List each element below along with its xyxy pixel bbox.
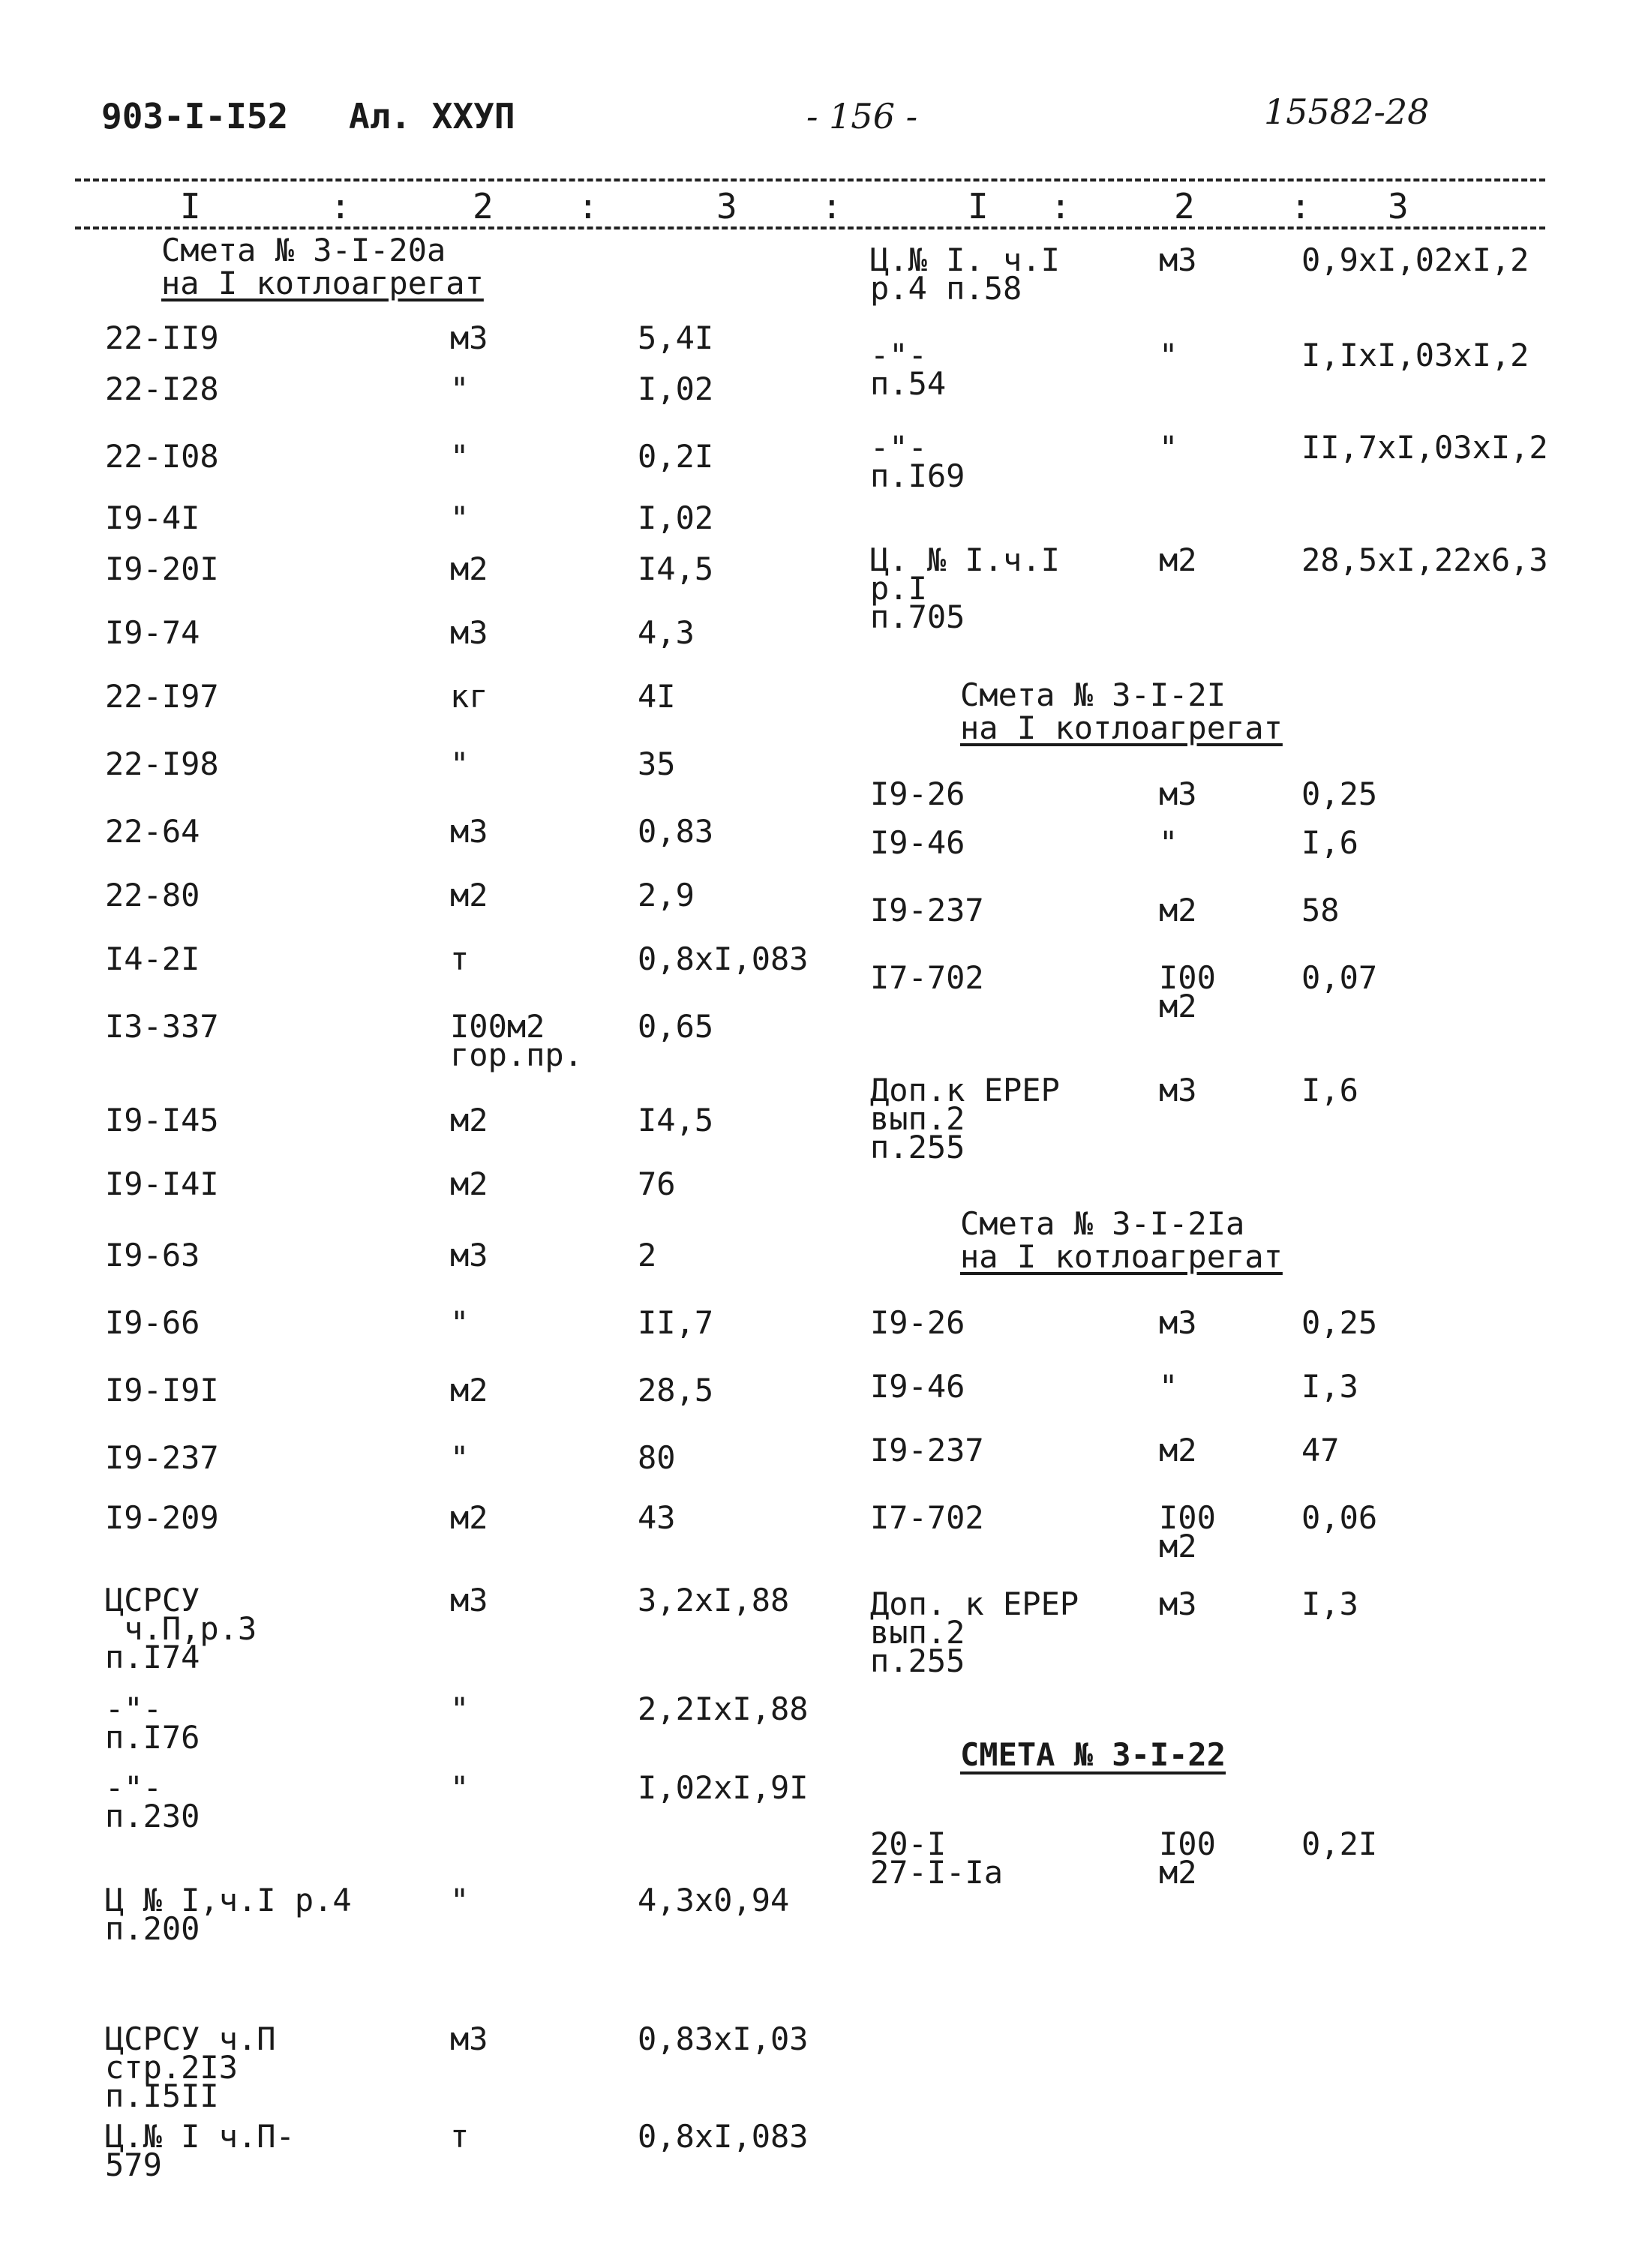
row-value: I,3	[1301, 1368, 1358, 1405]
row-value: 4,3х0,94	[638, 1882, 790, 1918]
row-code: Ц № I,ч.I р.4 п.200	[105, 1882, 352, 1947]
row-value: 5,4I	[638, 320, 714, 356]
row-unit: I00 м2	[1159, 1499, 1216, 1564]
row-unit: м3	[1159, 1586, 1197, 1622]
row-value: 4,3	[638, 614, 695, 651]
row-unit: I00м2 гор.пр.	[450, 1008, 584, 1073]
row-code: I9-I4I	[105, 1166, 219, 1202]
estimate-title-line2: на I котлоагрегат	[960, 710, 1283, 746]
row-unit: "	[450, 1690, 470, 1727]
row-code: I7-702	[870, 959, 984, 996]
column-header: I	[968, 186, 989, 226]
row-code: I9-66	[105, 1304, 200, 1341]
column-separator: :	[1290, 186, 1311, 226]
row-value: 76	[638, 1166, 676, 1202]
row-code: 22-I08	[105, 438, 219, 475]
row-unit: "	[450, 500, 470, 536]
row-value: I,02хI,9I	[638, 1769, 809, 1806]
row-unit: "	[1159, 429, 1178, 466]
row-code: Доп.к ЕРЕР вып.2 п.255	[870, 1072, 1060, 1166]
row-unit: м2	[450, 1102, 488, 1138]
row-code: I9-26	[870, 776, 965, 812]
row-value: 0,2I	[1301, 1826, 1378, 1862]
row-code: I3-337	[105, 1008, 219, 1045]
row-code: I4-2I	[105, 940, 200, 977]
row-value: I4,5	[638, 1102, 714, 1138]
row-code: I9-237	[870, 1432, 984, 1468]
row-code: 22-80	[105, 877, 200, 914]
row-value: I,3	[1301, 1586, 1358, 1622]
row-code: 22-I97	[105, 678, 219, 715]
row-unit: "	[1159, 337, 1178, 374]
table-rule-top	[75, 178, 1545, 182]
row-value: 0,07	[1301, 959, 1378, 996]
estimate-title-line1: Смета № 3-I-20а	[161, 232, 446, 268]
row-code: I9-237	[870, 892, 984, 928]
row-unit: кг	[450, 678, 488, 715]
row-unit: м3	[450, 813, 488, 850]
estimate-title-line2: на I котлоагрегат	[161, 265, 484, 302]
row-code: ЦСРСУ ч.П,р.3 п.I74	[105, 1582, 257, 1676]
column-header: I	[180, 186, 201, 226]
row-value: 2	[638, 1237, 657, 1274]
row-unit: м3	[450, 2020, 488, 2057]
row-code: I9-46	[870, 824, 965, 861]
row-code: 20-I 27-I-Iа	[870, 1826, 1004, 1891]
row-code: I9-74	[105, 614, 200, 651]
row-unit: м2	[450, 1372, 488, 1408]
row-code: I9-237	[105, 1439, 219, 1476]
row-code: 22-I28	[105, 370, 219, 407]
row-unit: м3	[450, 1582, 488, 1618]
row-unit: т	[450, 2118, 470, 2155]
row-code: ЦСРСУ ч.П стр.2I3 п.I5II	[105, 2020, 276, 2114]
row-value: 0,83хI,03	[638, 2020, 809, 2057]
row-value: 0,25	[1301, 1304, 1378, 1341]
row-value: 47	[1301, 1432, 1340, 1468]
estimate-title: СМЕТА № 3-I-22	[960, 1736, 1226, 1773]
row-value: II,7хI,03хI,2	[1301, 429, 1548, 466]
row-code: I9-63	[105, 1237, 200, 1274]
row-code: Ц.№ I. ч.I р.4 п.58	[870, 242, 1060, 307]
column-separator: :	[821, 186, 842, 226]
row-code: Ц.№ I ч.П- 579	[105, 2118, 295, 2183]
row-code: I9-20I	[105, 550, 219, 587]
row-value: I4,5	[638, 550, 714, 587]
row-code: Доп. к ЕРЕР вып.2 п.255	[870, 1586, 1079, 1679]
row-code: 22-I98	[105, 746, 219, 782]
row-unit: "	[450, 438, 470, 475]
row-unit: I00 м2	[1159, 959, 1216, 1024]
row-code: 22-64	[105, 813, 200, 850]
row-unit: м3	[1159, 776, 1197, 812]
row-code: -"- п.I76	[105, 1690, 200, 1756]
row-code: Ц. № I.ч.I р.I п.705	[870, 542, 1060, 635]
row-value: I,6	[1301, 824, 1358, 861]
row-value: 3,2хI,88	[638, 1582, 790, 1618]
row-value: 0,8хI,083	[638, 940, 809, 977]
row-unit: м2	[1159, 1432, 1197, 1468]
row-unit: м3	[1159, 1304, 1197, 1341]
row-value: I,6	[1301, 1072, 1358, 1108]
row-value: 80	[638, 1439, 676, 1476]
row-value: 35	[638, 746, 676, 782]
row-value: I,02	[638, 500, 714, 536]
column-header: 2	[473, 186, 494, 226]
row-unit: "	[450, 1882, 470, 1918]
row-unit: "	[450, 746, 470, 782]
row-unit: м3	[450, 614, 488, 651]
row-value: 28,5	[638, 1372, 714, 1408]
row-unit: м3	[1159, 242, 1197, 278]
column-separator: :	[578, 186, 599, 226]
row-code: -"- п.I69	[870, 429, 965, 494]
row-unit: "	[450, 370, 470, 407]
row-code: -"- п.230	[105, 1769, 200, 1834]
row-unit: "	[450, 1304, 470, 1341]
row-unit: "	[1159, 1368, 1178, 1405]
row-unit: "	[450, 1439, 470, 1476]
row-value: 43	[638, 1499, 676, 1536]
album-number: Ал. ХХУП	[349, 96, 515, 136]
row-value: 58	[1301, 892, 1340, 928]
row-code: -"- п.54	[870, 337, 947, 402]
estimate-title	[161, 234, 484, 300]
estimate-title-line1: Смета № 3-I-2Iа	[960, 1205, 1245, 1242]
row-unit: "	[1159, 824, 1178, 861]
row-code: I9-4I	[105, 500, 200, 536]
row-code: I9-I45	[105, 1102, 219, 1138]
estimate-title	[960, 1205, 1283, 1275]
row-code: I9-46	[870, 1368, 965, 1405]
estimate-title	[960, 676, 1283, 746]
row-unit: "	[450, 1769, 470, 1806]
row-unit: м2	[450, 1166, 488, 1202]
row-value: II,7	[638, 1304, 714, 1341]
column-separator: :	[1050, 186, 1071, 226]
column-header: 3	[716, 186, 737, 226]
column-header: 3	[1388, 186, 1409, 226]
row-value: 0,2I	[638, 438, 714, 475]
row-code: I9-26	[870, 1304, 965, 1341]
row-unit: I00 м2	[1159, 1826, 1216, 1891]
row-code: I9-I9I	[105, 1372, 219, 1408]
row-unit: м3	[1159, 1072, 1197, 1108]
column-header: 2	[1174, 186, 1195, 226]
row-value: 2,9	[638, 877, 695, 914]
document-code: 903-I-I52	[101, 96, 289, 136]
estimate-title-line2: на I котлоагрегат	[960, 1238, 1283, 1275]
row-value: 28,5хI,22х6,3	[1301, 542, 1548, 578]
row-unit: м2	[1159, 542, 1197, 578]
row-value: 2,2IхI,88	[638, 1690, 809, 1727]
row-unit: м2	[450, 877, 488, 914]
page-number: - 156 -	[806, 96, 918, 136]
table-rule-header	[75, 226, 1545, 230]
row-unit: м3	[450, 1237, 488, 1274]
row-value: 0,06	[1301, 1499, 1378, 1536]
row-value: I,02	[638, 370, 714, 407]
row-unit: м3	[450, 320, 488, 356]
document-number: 15582-28	[1264, 92, 1430, 132]
row-value: 0,8хI,083	[638, 2118, 809, 2155]
row-code: I9-209	[105, 1499, 219, 1536]
column-separator: :	[330, 186, 351, 226]
row-code: I7-702	[870, 1499, 984, 1536]
estimate-title-line1: Смета № 3-I-2I	[960, 676, 1226, 713]
row-value: 4I	[638, 678, 676, 715]
row-unit: м2	[450, 1499, 488, 1536]
row-unit: т	[450, 940, 470, 977]
row-unit: м2	[1159, 892, 1197, 928]
row-value: 0,65	[638, 1008, 714, 1045]
row-code: 22-II9	[105, 320, 219, 356]
row-value: 0,9хI,02хI,2	[1301, 242, 1529, 278]
row-unit: м2	[450, 550, 488, 587]
row-value: I,IхI,03хI,2	[1301, 337, 1529, 374]
row-value: 0,25	[1301, 776, 1378, 812]
row-value: 0,83	[638, 813, 714, 850]
